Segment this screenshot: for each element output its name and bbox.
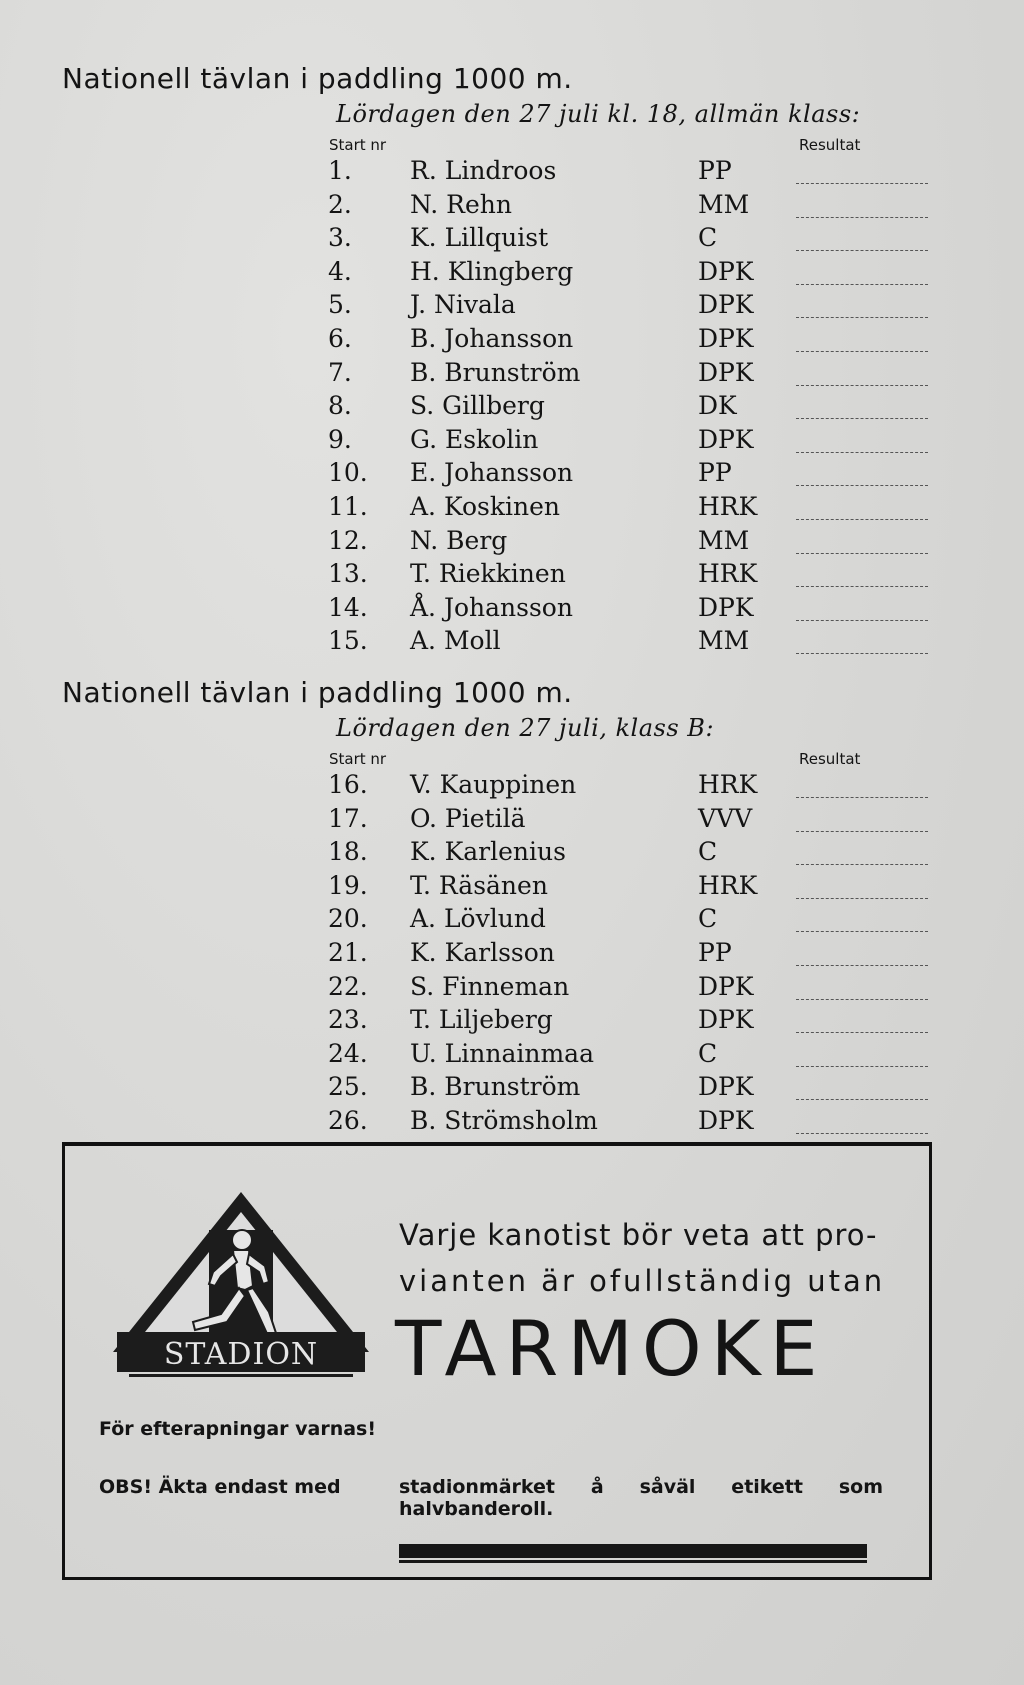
start-number: 10. <box>328 458 368 488</box>
paddler-name: N. Rehn <box>410 189 512 219</box>
paddler-name: E. Johansson <box>410 458 574 488</box>
club-code: PP <box>698 156 732 185</box>
start-number: 7. <box>328 357 352 387</box>
club-code: DPK <box>698 971 754 1001</box>
club-code: DPK <box>698 323 754 353</box>
start-number: 26. <box>328 1105 368 1135</box>
entry-row <box>0 223 1024 257</box>
club-code: MM <box>698 189 750 219</box>
entry-row <box>0 1072 1024 1106</box>
start-number: 15. <box>328 626 368 656</box>
start-number: 23. <box>328 1005 368 1035</box>
paddler-name: T. Liljeberg <box>410 1005 553 1035</box>
club-code: PP <box>698 458 732 488</box>
start-number: 21. <box>328 937 368 967</box>
result-blank-line <box>796 519 928 520</box>
result-blank-line <box>796 831 928 832</box>
entry-row <box>0 492 1024 526</box>
club-code: DPK <box>698 1005 754 1035</box>
start-number: 20. <box>328 904 368 934</box>
start-number: 17. <box>328 803 368 833</box>
start-number: 6. <box>328 323 352 353</box>
entry-row <box>0 938 1024 972</box>
club-code: HRK <box>698 870 758 900</box>
start-number: 25. <box>328 1072 368 1102</box>
paddler-name: A. Lövlund <box>410 904 546 934</box>
entry-row <box>0 972 1024 1006</box>
entry-row <box>0 458 1024 492</box>
start-number: 11. <box>328 491 368 521</box>
result-blank-line <box>796 586 928 587</box>
paddler-name: B. Johansson <box>410 323 574 353</box>
result-blank-line <box>796 1032 928 1033</box>
paddler-name: H. Klingberg <box>410 256 574 286</box>
entry-row <box>0 871 1024 905</box>
entry-row <box>0 593 1024 627</box>
paddler-name: R. Lindroos <box>410 156 557 185</box>
result-blank-line <box>796 284 928 285</box>
decorative-bar <box>399 1544 867 1558</box>
club-code: DPK <box>698 1105 754 1135</box>
result-blank-line <box>796 620 928 621</box>
paddler-name: O. Pietilä <box>410 803 526 833</box>
club-code: C <box>698 837 718 867</box>
paddler-name: Å. Johansson <box>410 592 573 622</box>
result-blank-line <box>796 864 928 865</box>
result-blank-line <box>796 452 928 453</box>
entry-row <box>0 1106 1024 1140</box>
club-code: C <box>698 223 718 253</box>
obs-label: OBS! Äkta endast med <box>99 1476 341 1498</box>
entry-row <box>0 257 1024 291</box>
club-code: MM <box>698 525 750 555</box>
section-heading: Nationell tävlan i paddling 1000 m. <box>62 62 573 95</box>
club-code: DPK <box>698 290 754 320</box>
section-subheading: Lördagen den 27 juli, klass B: <box>336 714 715 742</box>
club-code: HRK <box>698 770 758 799</box>
start-number: 2. <box>328 189 352 219</box>
result-blank-line <box>796 183 928 184</box>
entry-row <box>0 1039 1024 1073</box>
logo-text: STADION <box>163 1337 319 1372</box>
entry-row <box>0 1005 1024 1039</box>
running-man-logo-icon <box>109 1188 373 1384</box>
entry-row <box>0 559 1024 593</box>
entry-row <box>0 290 1024 324</box>
start-number: 5. <box>328 290 352 320</box>
entry-row <box>0 626 1024 660</box>
entry-row <box>0 770 1024 804</box>
result-blank-line <box>796 999 928 1000</box>
result-blank-line <box>796 485 928 486</box>
result-blank-line <box>796 965 928 966</box>
start-number: 16. <box>328 770 368 799</box>
start-number: 12. <box>328 525 368 555</box>
paddler-name: J. Nivala <box>410 290 516 320</box>
paddler-name: S. Finneman <box>410 971 570 1001</box>
paddler-name: B. Brunström <box>410 1072 581 1102</box>
paddler-name: V. Kauppinen <box>410 770 577 799</box>
section-heading: Nationell tävlan i paddling 1000 m. <box>62 676 573 709</box>
paddler-name: T. Riekkinen <box>410 559 566 589</box>
start-number: 13. <box>328 559 368 589</box>
start-number: 4. <box>328 256 352 286</box>
section-subheading: Lördagen den 27 juli kl. 18, allmän klass: <box>336 100 861 128</box>
paddler-name: A. Moll <box>410 626 501 656</box>
club-code: DPK <box>698 357 754 387</box>
start-number: 14. <box>328 592 368 622</box>
paddler-name: B. Strömsholm <box>410 1105 598 1135</box>
entry-list <box>0 770 1024 1140</box>
start-number: 9. <box>328 424 352 454</box>
club-code: DPK <box>698 1072 754 1102</box>
result-blank-line <box>796 797 928 798</box>
entry-row <box>0 324 1024 358</box>
result-blank-line <box>796 1066 928 1067</box>
paddler-name: B. Brunström <box>410 357 581 387</box>
brand-name: TARMOKE <box>395 1304 827 1393</box>
entry-row <box>0 425 1024 459</box>
start-number: 8. <box>328 391 352 421</box>
entry-row <box>0 804 1024 838</box>
result-header: Resultat <box>799 136 861 154</box>
entry-row <box>0 358 1024 392</box>
paddler-name: A. Koskinen <box>410 491 560 521</box>
club-code: MM <box>698 626 750 656</box>
club-code: DPK <box>698 256 754 286</box>
entry-row <box>0 391 1024 425</box>
paddler-name: S. Gillberg <box>410 391 545 421</box>
result-blank-line <box>796 317 928 318</box>
start-nr-header: Start nr <box>329 750 387 768</box>
club-code: HRK <box>698 491 758 521</box>
club-code: DK <box>698 391 737 421</box>
paddler-name: T. Räsänen <box>410 870 548 900</box>
result-blank-line <box>796 553 928 554</box>
start-nr-header: Start nr <box>329 136 387 154</box>
entry-row <box>0 526 1024 560</box>
result-blank-line <box>796 385 928 386</box>
paddler-name: U. Linnainmaa <box>410 1038 594 1068</box>
result-blank-line <box>796 898 928 899</box>
entry-row <box>0 156 1024 190</box>
start-number: 19. <box>328 870 368 900</box>
result-blank-line <box>796 1099 928 1100</box>
club-code: DPK <box>698 424 754 454</box>
entry-row <box>0 190 1024 224</box>
result-blank-line <box>796 217 928 218</box>
start-number: 18. <box>328 837 368 867</box>
stadion-logo <box>109 1188 373 1384</box>
club-code: HRK <box>698 559 758 589</box>
result-blank-line <box>796 418 928 419</box>
start-number: 3. <box>328 223 352 253</box>
paddler-name: G. Eskolin <box>410 424 539 454</box>
club-code: PP <box>698 937 732 967</box>
club-code: DPK <box>698 592 754 622</box>
paddler-name: N. Berg <box>410 525 508 555</box>
result-blank-line <box>796 931 928 932</box>
result-blank-line <box>796 653 928 654</box>
ad-copy <box>399 1212 886 1304</box>
result-blank-line <box>796 250 928 251</box>
result-header: Resultat <box>799 750 861 768</box>
entry-row <box>0 837 1024 871</box>
start-number: 24. <box>328 1038 368 1068</box>
start-number: 22. <box>328 971 368 1001</box>
club-code: C <box>698 1038 718 1068</box>
result-blank-line <box>796 1133 928 1134</box>
ad-copy-line-2: vianten är ofullständig utan <box>399 1264 886 1298</box>
entry-row <box>0 904 1024 938</box>
club-code: C <box>698 904 718 934</box>
entry-list <box>0 156 1024 660</box>
club-code: VVV <box>698 803 753 833</box>
paddler-name: K. Lillquist <box>410 223 549 253</box>
advertisement-box <box>62 1142 932 1580</box>
paddler-name: K. Karlenius <box>410 837 566 867</box>
warning-text: För efterapningar varnas! <box>99 1418 377 1440</box>
authenticity-note: stadionmärket å såväl etikett som halvbanderoll. <box>399 1476 883 1520</box>
result-blank-line <box>796 351 928 352</box>
ad-copy-line-1: Varje kanotist bör veta att pro- <box>399 1218 878 1252</box>
paddler-name: K. Karlsson <box>410 937 555 967</box>
start-number: 1. <box>328 156 352 185</box>
